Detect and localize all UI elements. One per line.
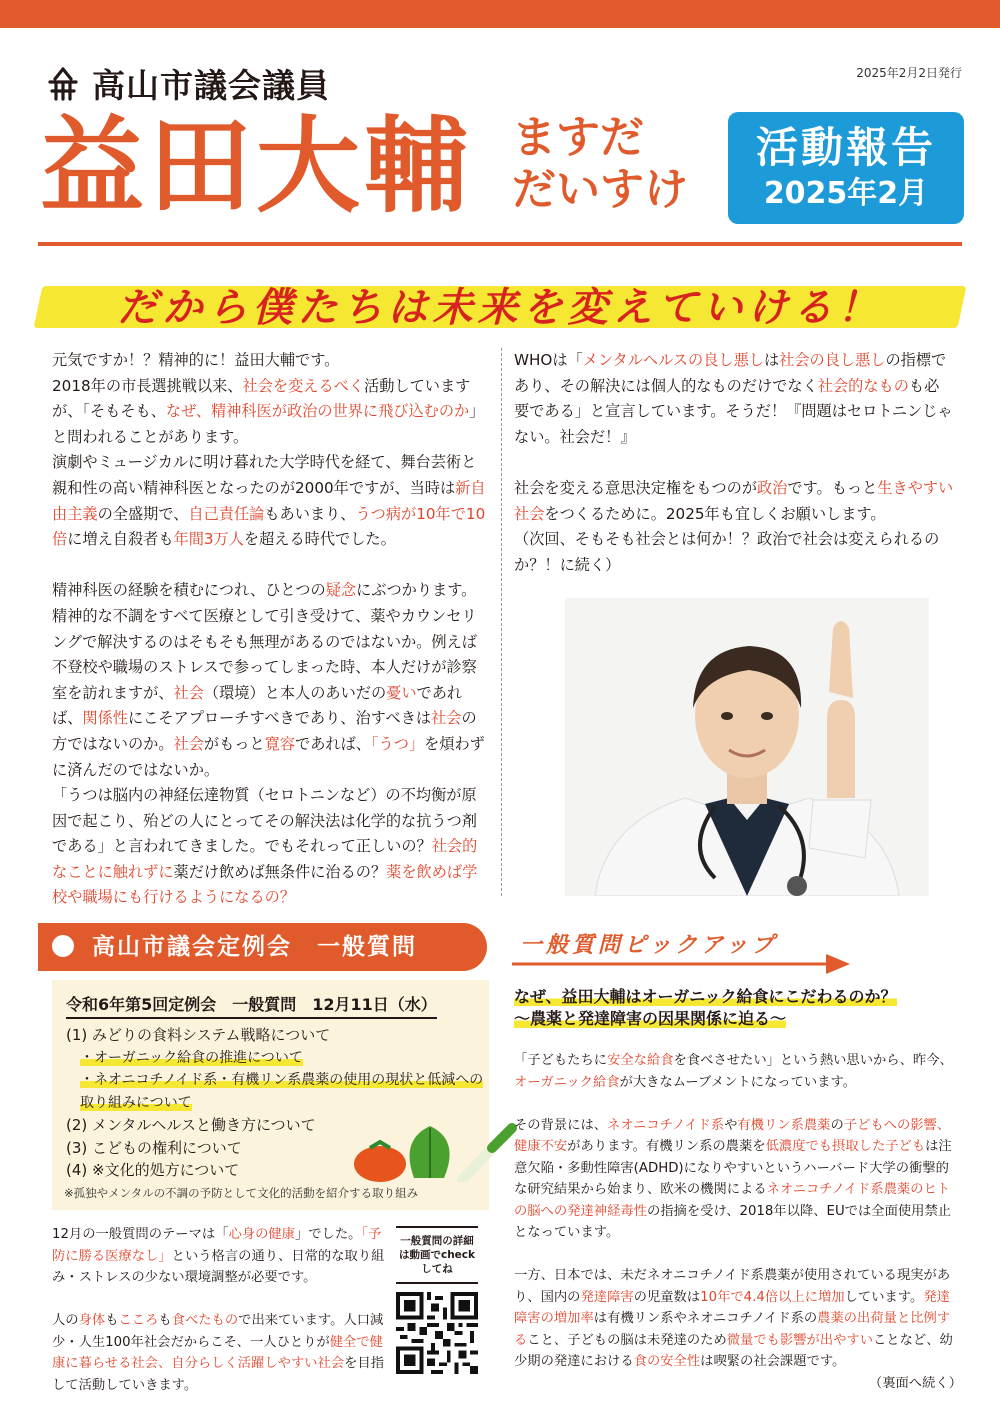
name-kana bbox=[512, 112, 688, 216]
question-1b: ・ネオニコチノイド系・有機リン系農薬の使用の現状と低減への取り組みについて bbox=[80, 1072, 484, 1111]
session-heading-text: 高山市議会定例会 一般質問 bbox=[92, 934, 417, 960]
report-badge bbox=[728, 112, 964, 224]
tagline: だから僕たちは未来を変えていける！ bbox=[117, 284, 883, 331]
name-kana-line1: ますだ bbox=[512, 112, 644, 163]
paragraph: 12月の一般質問のテーマは「心身の健康」でした。「予防に勝る医療なし」という格言の通り、日常的な取り組み・ストレスの少ない環境調整が必要です。 bbox=[52, 1227, 385, 1285]
paragraph bbox=[514, 450, 954, 476]
question-box bbox=[52, 980, 489, 1210]
paragraph bbox=[514, 1244, 962, 1266]
session-note: ※孤独やメンタルの不調の予防として文化的活動を紹介する取り組み bbox=[64, 1186, 419, 1200]
paragraph: 精神科医の経験を積むにつれ、ひとつの疑念にぶつかります。精神的な不調をすべて医療として引き受けて、薬やカウンセリングで解決するのはそもそも無理があるのではないか。例えば不登校や職場のストレスで参ってしまった時、本人だけが診察室を訪れますが、社会（環境）と本人のあいだの憂いであれば、関係性にこそアプローチすべきであり、治すべきは社会の方ではないのか。社会がもっと寛容であれば、「うつ」を煩わずに済んだのではないか。 bbox=[52, 581, 485, 779]
paragraph: （次回、そもそも社会とは何か！？政治で社会は変えられるのか？！に続く） bbox=[514, 530, 940, 574]
session-heading bbox=[38, 923, 487, 971]
paragraph: 「うつは脳内の神経伝達物質（セロトニンなど）の不均衡が原因で起こり、殆どの人にとってその解決法は化学的な抗うつ剤である」と言われてきました。でもそれって正しいの？社会的なことに触れずに薬だけ飲めば無条件に治るの？薬を飲めば学校や職場にも行けるようになるの？ bbox=[52, 786, 478, 907]
right-column-article bbox=[514, 348, 954, 578]
paragraph: 2018年の市長選挑戦以来、社会を変えるべく活動していますが、「そもそも、なぜ、精神科医が政治の世界に飛び込むのか」と問われることがあります。 bbox=[52, 376, 485, 446]
question-2: (2) メンタルヘルスと働き方について bbox=[66, 1116, 316, 1134]
report-month: 2025年2月 bbox=[763, 176, 929, 211]
paragraph: 演劇やミュージカルに明け暮れた大学時代を経て、舞台芸術と親和性の高い精神科医となったのが2000年ですが、当時は新自由主義の全盛期で、自己責任論もあいまり、うつ病が10年で10倍に増え自殺者も年間3万人を超える時代でした。 bbox=[52, 453, 486, 549]
pickup-arrow-icon bbox=[512, 952, 852, 976]
name-kana-line2: だいすけ bbox=[512, 164, 688, 215]
paragraph: WHOは「メンタルヘルスの良し悪しは社会の良し悪しの指標であり、その解決には個人的なものだけでなく社会的なものも必要である」と宣言しています。そうだ！『問題はセロトニンじゃない。社会だ！』 bbox=[514, 351, 953, 446]
bottom-left-text bbox=[52, 1224, 386, 1396]
paragraph: その背景には、ネオニコチノイド系や有機リン系農薬の子どもへの影響、健康不安があります。有機リン系の農薬を低濃度でも摂取した子どもは注意欠陥・多動性障害(ADHD)になりやすいというハーバード大学の衝撃的な研究結果から始まり、欧米の機関によるネオニコチノイド系農薬のヒトの脳への発達神経毒性の指摘を受け、2018年以降、EUでは全面使用禁止となっています。 bbox=[514, 1117, 952, 1240]
pickup-body-text bbox=[514, 1050, 962, 1373]
publish-date: 2025年2月2日発行 bbox=[856, 66, 962, 80]
qr-code-icon[interactable] bbox=[396, 1292, 478, 1374]
question-1a: ・オーガニック給食の推進について bbox=[80, 1049, 303, 1066]
pickup-heading: 一般質問ピックアップ bbox=[520, 933, 778, 958]
paragraph bbox=[52, 553, 489, 579]
top-color-bar bbox=[0, 0, 1000, 28]
left-column-article bbox=[52, 348, 489, 911]
paragraph: 人の身体もこころも食べたもので出来ています。人口減少・人生100年社会だからこそ、一人ひとりが健全で健康に暮らせる社会、自分らしく活躍しやすい社会を目指して活動していきます。 bbox=[52, 1313, 385, 1393]
continued-note: （裏面へ続く） bbox=[868, 1375, 962, 1391]
question-4: (4) ※文化的処方について bbox=[66, 1161, 240, 1179]
header-divider bbox=[38, 242, 962, 246]
paragraph: 社会を変える意思決定権をもつのが政治です。もっと生きやすい社会をつくるために。2025年も宜しくお願いします。 bbox=[514, 478, 954, 523]
portrait-photo bbox=[565, 598, 929, 896]
vegetables-icon bbox=[352, 1120, 522, 1182]
doctor-portrait-icon bbox=[565, 598, 929, 896]
question-3: (3) こどもの権利について bbox=[66, 1138, 242, 1157]
report-title: 活動報告 bbox=[755, 123, 936, 172]
session-subtitle: 令和6年第5回定例会 一般質問 12月11日（水） bbox=[66, 992, 437, 1019]
qr-section bbox=[396, 1226, 478, 1396]
bullet-circle-icon bbox=[52, 935, 74, 957]
paragraph: 元気ですか！？精神的に！益田大輔です。 bbox=[52, 351, 340, 369]
paragraph bbox=[514, 1093, 962, 1115]
pickup-title bbox=[514, 986, 962, 1030]
pickup-title-line2: ～農薬と発達障害の因果関係に迫る～ bbox=[514, 1009, 787, 1028]
paragraph: 一方、日本では、未だネオニコチノイド系農薬が使用されている現実があり、国内の発達障害の児童数は10年で4.4倍以上に増加しています。発達障害の増加率は有機リン系やネオニコチノイド系の農薬の出荷量と比例すること、子どもの脳は未発達のため微量でも影響が出やすいことなど、幼少期の発達における食の安全性は喫緊の社会課題です。 bbox=[514, 1268, 953, 1369]
councilor-name: 益田大輔 bbox=[40, 105, 473, 227]
pickup-title-line1: なぜ、益田大輔はオーガニック給食にこだわるのか？ bbox=[514, 987, 897, 1006]
column-divider bbox=[501, 348, 502, 896]
paragraph bbox=[52, 1289, 386, 1311]
council-position bbox=[46, 60, 330, 107]
question-1: (1) みどりの食料システム戦略について bbox=[66, 1026, 331, 1044]
position-title: 高山市議会議員 bbox=[92, 66, 330, 105]
qr-caption: 一般質問の詳細は動画でcheckしてね bbox=[396, 1226, 478, 1284]
paragraph: 「子どもたちに安全な給食を食べさせたい」という熱い思いから、昨今、オーガニック給食が大きなムーブメントになっています。 bbox=[514, 1053, 953, 1090]
pickup-body bbox=[514, 1050, 962, 1394]
city-emblem-icon bbox=[46, 67, 80, 101]
